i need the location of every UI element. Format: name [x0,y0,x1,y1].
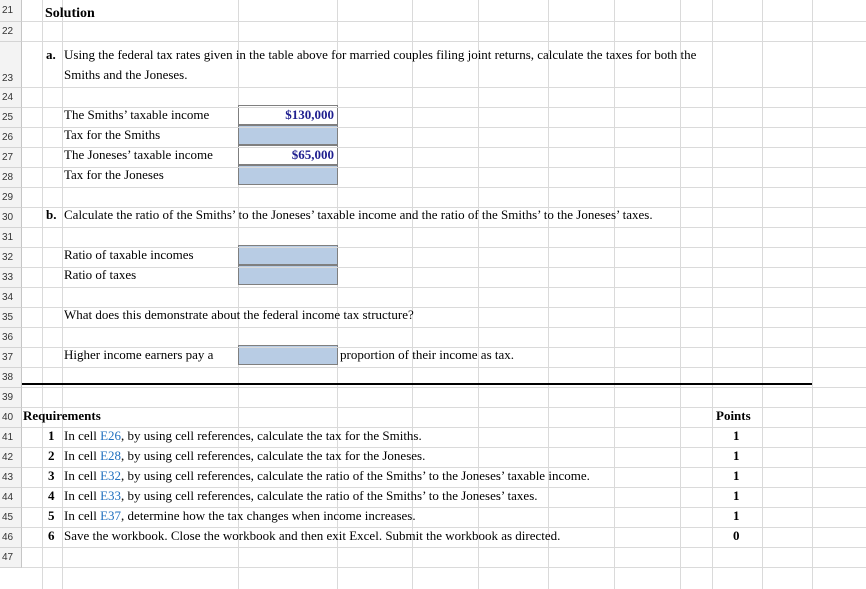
requirement-text [64,508,416,524]
row-divider [22,387,866,388]
row-divider [22,547,866,548]
column-divider [614,0,615,589]
row-header[interactable]: 30 [0,208,22,228]
cell-reference: E37 [100,508,122,523]
points-header: Points [716,408,751,423]
requirement-text-pre: In cell [64,508,101,523]
row-divider [22,41,866,42]
joneses-income-label: The Joneses’ taxable income [64,147,213,162]
requirements-title: Requirements [23,408,101,423]
row-divider [22,127,866,128]
row-header[interactable]: 31 [0,228,22,248]
requirement-text-post: , by using cell references, calculate the ratio of the Smiths’ to the Joneses’ taxable income. [121,468,590,483]
requirement-text-post: , by using cell references, calculate the tax for the Joneses. [121,448,426,463]
row-header[interactable]: 45 [0,508,22,528]
row-divider [22,167,866,168]
row-header[interactable]: 40 [0,408,22,428]
row-header[interactable]: 29 [0,188,22,208]
column-divider [42,0,43,589]
requirement-text-pre: In cell [64,428,101,443]
row-header[interactable]: 47 [0,548,22,568]
row-header[interactable]: 39 [0,388,22,408]
requirement-number: 6 [48,528,55,543]
column-divider [62,0,63,589]
row-divider [22,567,866,568]
row-divider [22,107,866,108]
row-header[interactable]: 26 [0,128,22,148]
answer-suffix: proportion of their income as tax. [340,347,515,362]
requirement-points: 1 [733,448,740,463]
row-divider [22,21,866,22]
row-header[interactable]: 38 [0,368,22,388]
smiths-tax-input-cell[interactable] [238,125,338,145]
requirement-text-pre: In cell [64,488,101,503]
requirement-points: 1 [733,428,740,443]
requirement-number: 3 [48,468,55,483]
requirement-text-post: , by using cell references, calculate the tax for the Smiths. [121,428,422,443]
requirement-text-pre: Save the workbook. Close the workbook and then exit Excel. Submit the workbook as directed. [64,528,561,543]
row-header[interactable]: 46 [0,528,22,548]
row-header[interactable]: 33 [0,268,22,288]
joneses-income-cell[interactable]: $65,000 [238,145,338,165]
requirement-number: 1 [48,428,55,443]
row-divider [22,207,866,208]
row-divider [22,467,866,468]
cell-reference: E33 [100,488,122,503]
question-text: What does this demonstrate about the federal income tax structure? [64,307,414,322]
requirement-points: 1 [733,508,740,523]
section-divider [22,383,812,385]
row-divider [22,327,866,328]
part-a-text-line2: Smiths and the Joneses. [64,67,188,82]
ratio-taxes-input-cell[interactable] [238,265,338,285]
row-header[interactable]: 24 [0,88,22,108]
cell-reference: E28 [100,448,122,463]
row-header[interactable]: 21 [0,0,22,22]
cell-reference: E26 [100,428,122,443]
joneses-tax-input-cell[interactable] [238,165,338,185]
row-divider [22,347,866,348]
part-a-label: a. [46,47,56,62]
requirement-text [64,448,425,464]
row-header[interactable]: 25 [0,108,22,128]
requirement-number: 4 [48,488,55,503]
row-divider [22,527,866,528]
smiths-income-cell[interactable]: $130,000 [238,105,338,125]
row-divider [22,267,866,268]
ratio-income-input-cell[interactable] [238,245,338,265]
row-header[interactable]: 41 [0,428,22,448]
requirement-text [64,468,590,484]
cell-reference: E32 [100,468,122,483]
requirement-number: 5 [48,508,55,523]
row-divider [22,87,866,88]
joneses-tax-label: Tax for the Joneses [64,167,164,182]
row-header[interactable]: 27 [0,148,22,168]
solution-title: Solution [45,6,95,21]
row-header[interactable]: 43 [0,468,22,488]
row-divider [22,427,866,428]
row-header[interactable]: 22 [0,22,22,42]
row-header[interactable]: 23 [0,42,22,88]
requirement-text [64,428,422,444]
row-divider [22,307,866,308]
smiths-tax-label: Tax for the Smiths [64,127,161,142]
row-header[interactable]: 28 [0,168,22,188]
part-b-label: b. [46,207,57,222]
answer-prefix: Higher income earners pay a [64,347,214,362]
row-header[interactable]: 44 [0,488,22,508]
requirement-points: 1 [733,468,740,483]
row-divider [22,287,866,288]
requirement-text-post: , determine how the tax changes when income increases. [121,508,416,523]
part-b-text: Calculate the ratio of the Smiths’ to the Joneses’ taxable income and the ratio of the Smiths’ to the Joneses’ taxes. [64,207,653,222]
row-divider [22,447,866,448]
row-divider [22,187,866,188]
answer-input-cell[interactable] [238,345,338,365]
row-header[interactable]: 37 [0,348,22,368]
part-a-text-line1: Using the federal tax rates given in the table above for married couples filing joint returns, calculate the taxes for both the [64,47,697,62]
smiths-income-label: The Smiths’ taxable income [64,107,210,122]
column-divider [548,0,549,589]
requirement-text-post: , by using cell references, calculate the ratio of the Smiths’ to the Joneses’ taxes. [121,488,538,503]
ratio-taxes-label: Ratio of taxes [64,267,137,282]
row-divider [22,407,866,408]
requirement-text-pre: In cell [64,468,101,483]
row-header[interactable]: 35 [0,308,22,328]
row-divider [22,227,866,228]
column-divider [812,0,813,589]
row-divider [22,147,866,148]
requirement-number: 2 [48,448,55,463]
requirement-points: 0 [733,528,740,543]
row-header[interactable]: 36 [0,328,22,348]
row-divider [22,247,866,248]
row-header[interactable]: 34 [0,288,22,308]
column-divider [680,0,681,589]
requirement-text [64,488,538,504]
requirement-text-pre: In cell [64,448,101,463]
row-divider [22,487,866,488]
row-header[interactable]: 32 [0,248,22,268]
row-header[interactable]: 42 [0,448,22,468]
ratio-income-label: Ratio of taxable incomes [64,247,194,262]
row-divider [22,367,866,368]
row-divider [22,507,866,508]
requirement-text [64,528,560,544]
requirement-points: 1 [733,488,740,503]
column-divider [762,0,763,589]
column-divider [712,0,713,589]
